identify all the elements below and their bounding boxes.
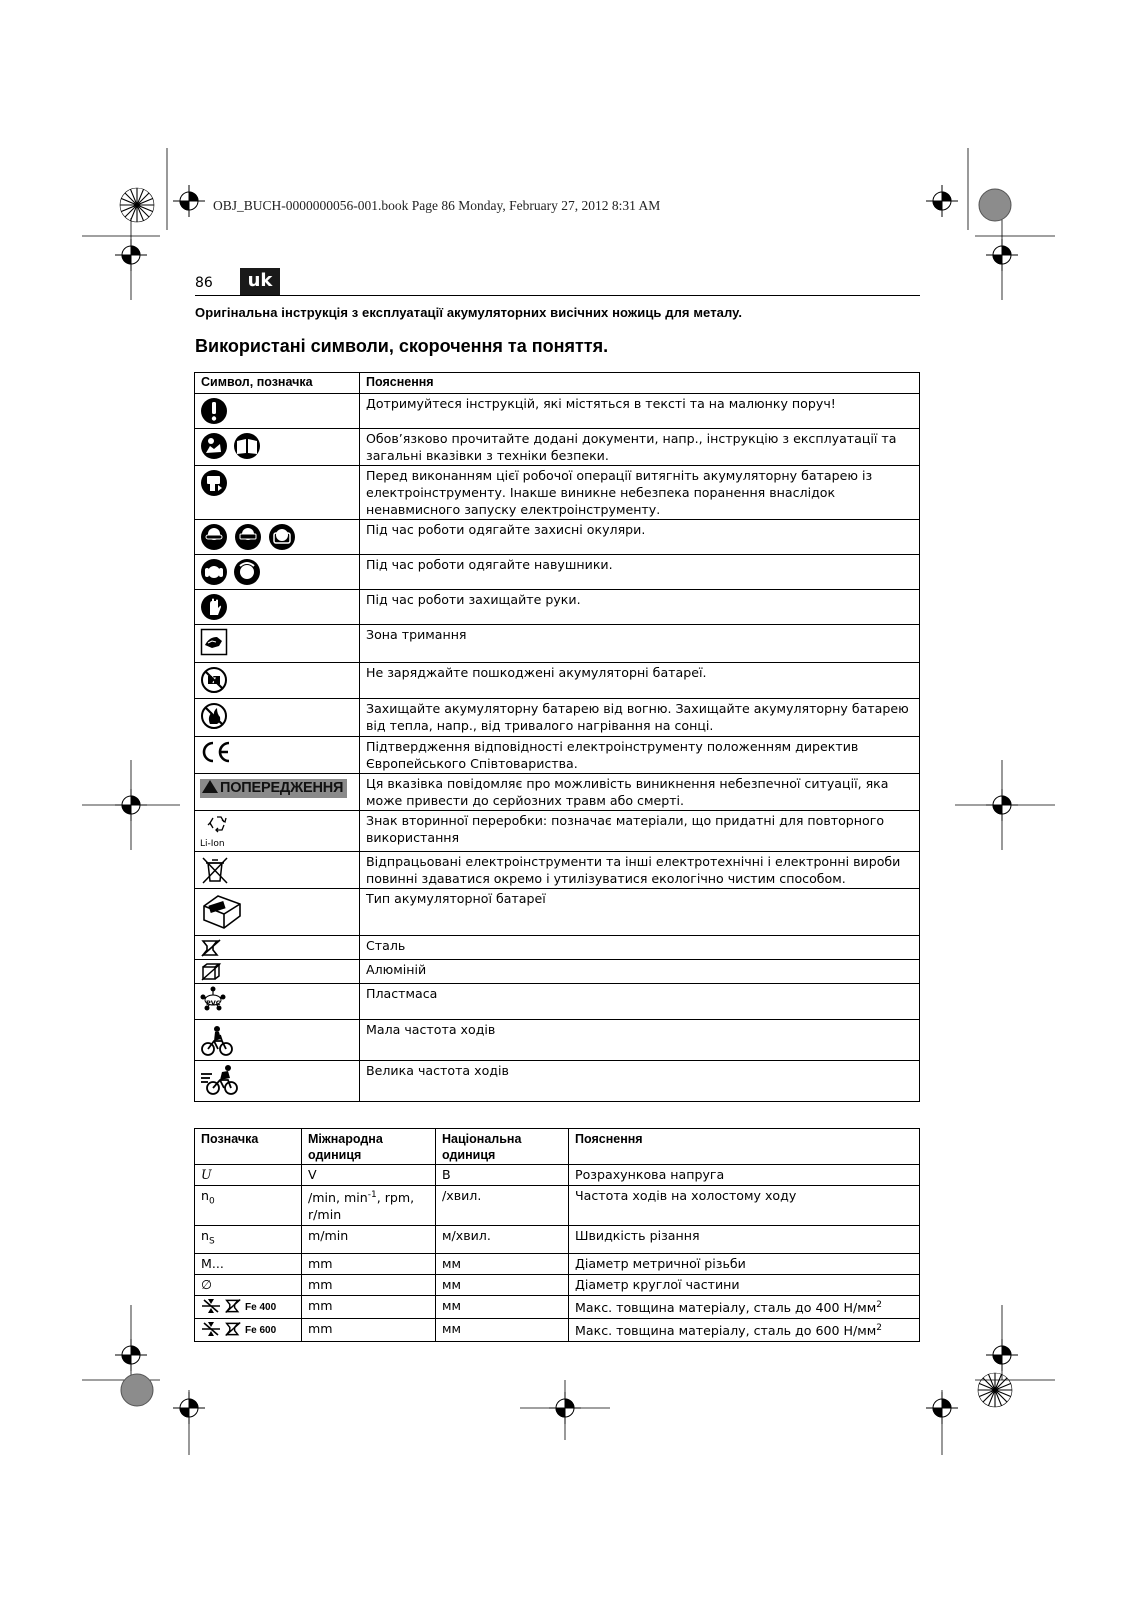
symbols-table-header — [195, 373, 920, 394]
header-rule — [195, 295, 920, 296]
header-national-unit: Національна одиниця — [436, 1129, 569, 1165]
max-thickness-icon — [201, 1321, 221, 1337]
units-table-header — [195, 1129, 920, 1165]
explanation-cell: Підтвердження відповідності електроінструменту положенням директив Європейського Співтовариства. — [360, 737, 920, 774]
intl-unit-sup: -1 — [367, 1190, 377, 1200]
table-row — [195, 852, 920, 889]
explanation-cell: Розрахункова напруга — [569, 1165, 920, 1186]
symbol-cell — [195, 984, 360, 1020]
symbol-cell — [195, 811, 360, 852]
explanation-cell — [569, 1318, 920, 1341]
national-unit-cell: /хвил. — [436, 1186, 569, 1226]
warning-label-text: ПОПЕРЕДЖЕННЯ — [220, 780, 344, 796]
eye-protection-icon — [200, 523, 296, 551]
intl-unit-cell: mm — [302, 1295, 436, 1318]
intl-unit-cell — [302, 1186, 436, 1226]
intl-unit-tail: , rpm, r/min — [308, 1190, 415, 1223]
explanation-cell: Сталь — [360, 936, 920, 960]
recycling-li-ion-icon — [200, 814, 240, 848]
explanation-cell: Мала частота ходів — [360, 1020, 920, 1061]
protect-from-fire-icon — [200, 702, 228, 730]
explanation-cell: Велика частота ходів — [360, 1061, 920, 1102]
intl-unit-cell: V — [302, 1165, 436, 1186]
explanation-cell: Під час роботи одягайте захисні окуляри. — [360, 520, 920, 555]
table-row — [195, 1020, 920, 1061]
header-explanation: Пояснення — [569, 1129, 920, 1165]
intl-unit-cell: mm — [302, 1253, 436, 1274]
symbol-cell — [195, 737, 360, 774]
symbol-text: n — [201, 1228, 209, 1244]
table-row — [195, 811, 920, 852]
explanation-sup: 2 — [876, 1299, 882, 1310]
table-row — [195, 889, 920, 936]
explanation-cell: Діаметр метричної різьби — [569, 1253, 920, 1274]
symbol-text: U — [201, 1167, 212, 1182]
symbol-cell — [195, 520, 360, 555]
table-row — [195, 590, 920, 625]
warning-triangle-icon — [202, 780, 218, 793]
symbol-cell — [195, 699, 360, 737]
fe-400-label: Fe 400 — [245, 1301, 277, 1313]
li-ion-label: Li-Ion — [200, 839, 225, 849]
symbol-cell — [195, 1020, 360, 1061]
explanation-cell: Тип акумуляторної батареї — [360, 889, 920, 936]
national-unit-cell: мм — [436, 1318, 569, 1341]
national-unit-cell: В — [436, 1165, 569, 1186]
national-unit-cell: мм — [436, 1295, 569, 1318]
explanation-sup: 2 — [876, 1322, 882, 1333]
pvc-label: PVC — [206, 999, 221, 1007]
document-subtitle: Оригінальна інструкція з експлуатації акумуляторних висічних ножиць для металу. — [195, 305, 743, 320]
explanation-cell: Не заряджайте пошкоджені акумуляторні батареї. — [360, 663, 920, 699]
symbol-cell — [195, 394, 360, 429]
no-charge-damaged-battery-icon — [200, 666, 228, 694]
header-designation: Позначка — [195, 1129, 302, 1165]
section-heading: Використані символи, скорочення та поняття. — [195, 336, 609, 356]
language-tab: uk — [240, 268, 280, 295]
intl-unit-cell: mm — [302, 1274, 436, 1295]
table-row — [195, 936, 920, 960]
explanation-cell: Захищайте акумуляторну батарею від вогню. Захищайте акумуляторну батарею від тепла, напр., від тривалого нагрівання на сонці. — [360, 699, 920, 737]
table-row — [195, 1253, 920, 1274]
explanation-cell: Під час роботи захищайте руки. — [360, 590, 920, 625]
national-unit-cell: мм — [436, 1253, 569, 1274]
intl-unit-cell: m/min — [302, 1226, 436, 1254]
mandatory-instructions-icon — [200, 397, 228, 425]
table-row — [195, 466, 920, 520]
symbol-cell — [195, 590, 360, 625]
designation-cell — [195, 1318, 302, 1341]
designation-cell: ∅ — [195, 1274, 302, 1295]
explanation-cell: Алюміній — [360, 960, 920, 984]
symbols-table — [194, 372, 920, 1102]
table-row — [195, 699, 920, 737]
table-row — [195, 1186, 920, 1226]
table-row — [195, 625, 920, 663]
grip-zone-icon — [200, 628, 228, 656]
designation-cell — [195, 1226, 302, 1254]
hand-protection-icon — [200, 593, 228, 621]
header-symbol: Символ, позначка — [195, 373, 360, 394]
fe-600-label: Fe 600 — [245, 1324, 277, 1336]
table-row — [195, 984, 920, 1020]
low-stroke-rate-icon — [200, 1023, 234, 1057]
symbol-cell — [195, 625, 360, 663]
header-explanation: Пояснення — [360, 373, 920, 394]
symbol-cell — [195, 1061, 360, 1102]
designation-cell — [195, 1165, 302, 1186]
explanation-cell: Відпрацьовані електроінструменти та інші електротехнічні і електронні вироби повинні здаватися окремо і утилізуватися екологічно чистим способом. — [360, 852, 920, 889]
explanation-cell: Перед виконанням цієї робочої операції витягніть акумуляторну батарею із електроінструменту. Інакше виникне небезпека поранення внаслідок ненавмисного запуску електроінструменту. — [360, 466, 920, 520]
steel-icon — [224, 1321, 242, 1337]
table-row — [195, 663, 920, 699]
ear-protection-icon — [200, 558, 262, 586]
table-row — [195, 1295, 920, 1318]
symbol-cell — [195, 960, 360, 984]
table-row — [195, 1274, 920, 1295]
max-thickness-icon — [201, 1298, 221, 1314]
explanation-cell: Пластмаса — [360, 984, 920, 1020]
table-row — [195, 737, 920, 774]
header-intl-unit: Міжнародна одиниця — [302, 1129, 436, 1165]
symbol-cell — [195, 663, 360, 699]
table-row — [195, 555, 920, 590]
explanation-cell: Ця вказівка повідомляє про можливість виникнення небезпечної ситуації, яка може привести до серйозних травм або смерті. — [360, 774, 920, 811]
table-row — [195, 960, 920, 984]
intl-unit-text: /min, min — [308, 1190, 368, 1206]
explanation-text: Макс. товщина матеріалу, сталь до 400 Н/мм — [575, 1299, 877, 1315]
explanation-cell: Зона тримання — [360, 625, 920, 663]
symbol-cell — [195, 555, 360, 590]
ce-mark-icon — [200, 740, 232, 764]
explanation-text: Макс. товщина матеріалу, сталь до 600 Н/мм — [575, 1323, 877, 1339]
table-row — [195, 429, 920, 466]
explanation-cell: Знак вторинної переробки: позначає матеріали, що придатні для повторного використання — [360, 811, 920, 852]
symbol-cell — [195, 466, 360, 520]
national-unit-cell: мм — [436, 1274, 569, 1295]
explanation-cell: Діаметр круглої частини — [569, 1274, 920, 1295]
symbol-cell — [195, 774, 360, 811]
table-row — [195, 394, 920, 429]
table-row — [195, 774, 920, 811]
table-row — [195, 1061, 920, 1102]
explanation-cell: Швидкість різання — [569, 1226, 920, 1254]
explanation-cell: Частота ходів на холостому ходу — [569, 1186, 920, 1226]
table-row — [195, 1165, 920, 1186]
symbol-subscript: S — [208, 1236, 215, 1247]
read-documents-icon — [200, 432, 262, 460]
national-unit-cell: м/хвил. — [436, 1226, 569, 1254]
page-number: 86 — [195, 275, 213, 291]
steel-icon — [200, 938, 222, 958]
table-row — [195, 520, 920, 555]
explanation-cell — [569, 1295, 920, 1318]
table-row — [195, 1318, 920, 1341]
explanation-cell: Обов’язково прочитайте додані документи, напр., інструкцію з експлуатації та загальні вказівки з техніки безпеки. — [360, 429, 920, 466]
steel-icon — [224, 1298, 242, 1314]
symbol-cell — [195, 852, 360, 889]
symbol-subscript: 0 — [208, 1196, 215, 1207]
plastic-pvc-icon — [200, 986, 226, 1012]
warning-label — [200, 779, 347, 798]
weee-bin-icon — [200, 855, 230, 885]
high-stroke-rate-icon — [200, 1064, 240, 1096]
explanation-cell: Під час роботи одягайте навушники. — [360, 555, 920, 590]
explanation-cell: Дотримуйтеся інструкцій, які містяться в тексті та на малюнку поруч! — [360, 394, 920, 429]
symbol-cell — [195, 936, 360, 960]
aluminium-icon — [200, 962, 222, 982]
table-row — [195, 1226, 920, 1254]
designation-cell: M... — [195, 1253, 302, 1274]
units-table — [194, 1128, 920, 1342]
symbol-cell — [195, 889, 360, 936]
designation-cell — [195, 1186, 302, 1226]
book-header: OBJ_BUCH-0000000056-001.book Page 86 Monday, February 27, 2012 8:31 AM — [213, 198, 661, 213]
symbol-cell — [195, 429, 360, 466]
symbol-text: n — [201, 1188, 209, 1203]
designation-cell — [195, 1295, 302, 1318]
intl-unit-cell: mm — [302, 1318, 436, 1341]
battery-type-icon — [200, 892, 244, 932]
remove-battery-icon — [200, 469, 228, 497]
